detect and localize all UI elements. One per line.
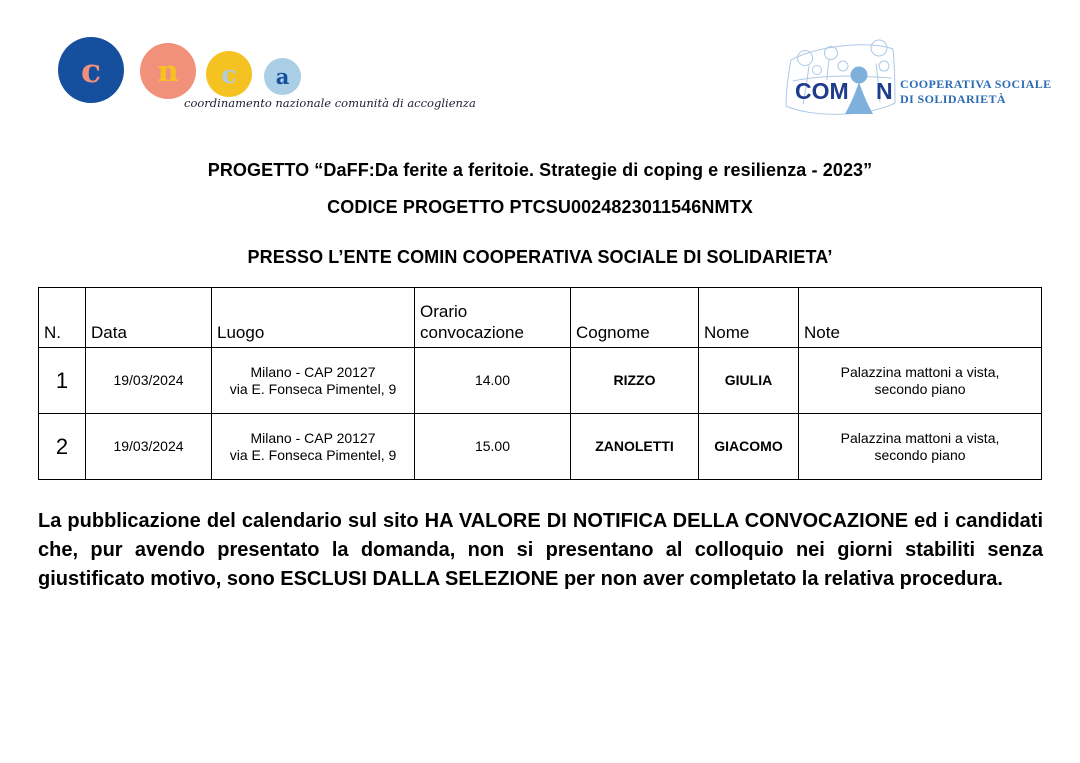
cnca-circle-a-icon (264, 58, 301, 95)
cell-nome: GIACOMO (699, 414, 799, 480)
cell-cognome: RIZZO (571, 348, 699, 414)
cell-luogo-line2: via E. Fonseca Pimentel, 9 (229, 380, 397, 397)
comin-logo (781, 36, 1071, 128)
cnca-letter: n (157, 53, 179, 88)
comin-wordmark-right: N (876, 78, 893, 104)
cnca-circle-c2-icon (206, 51, 252, 97)
comin-mark-icon (781, 36, 901, 124)
cell-note-line1: Palazzina mattoni a vista, (840, 363, 1000, 380)
cell-nome: GIULIA (699, 348, 799, 414)
table-row (39, 414, 1042, 480)
col-header-n: N. (39, 288, 86, 348)
convocation-table (38, 287, 1042, 480)
cnca-letter: a (275, 64, 290, 89)
comin-subtitle-line1: COOPERATIVA SOCIALE (900, 77, 1052, 91)
cnca-circle-c1-icon (58, 37, 124, 103)
cnca-tagline: coordinamento nazionale comunità di accoglienza (184, 96, 476, 110)
cell-cognome: ZANOLETTI (571, 414, 699, 480)
cell-data: 19/03/2024 (86, 348, 212, 414)
cell-luogo-line2: via E. Fonseca Pimentel, 9 (229, 446, 397, 463)
project-title: PROGETTO “DaFF:Da ferite a feritoie. Strategie di coping e resilienza - 2023” (207, 160, 873, 180)
cell-luogo-line1: Milano - CAP 20127 (250, 363, 376, 380)
cnca-circle-n-icon (140, 43, 196, 99)
col-header-orario: Orario convocazione (415, 288, 571, 348)
col-header-note: Note (799, 288, 1042, 348)
cell-luogo (212, 414, 415, 480)
col-header-nome: Nome (699, 288, 799, 348)
cnca-logo (58, 37, 476, 115)
table-header-row (39, 288, 1042, 348)
cnca-letter: c (80, 50, 102, 90)
comin-wordmark-left: COM (795, 78, 849, 104)
cell-note (799, 348, 1042, 414)
cell-n: 2 (39, 414, 86, 480)
cell-n: 1 (39, 348, 86, 414)
host-entity-title: PRESSO L’ENTE COMIN COOPERATIVA SOCIALE DI SOLIDARIETA’ (247, 247, 833, 267)
cell-note-line1: Palazzina mattoni a vista, (840, 429, 1000, 446)
cell-orario: 14.00 (415, 348, 571, 414)
project-code: CODICE PROGETTO PTCSU0024823011546NMTX (327, 197, 753, 217)
col-header-data: Data (86, 288, 212, 348)
cell-note-line2: secondo piano (874, 380, 966, 397)
col-header-luogo: Luogo (212, 288, 415, 348)
cell-orario: 15.00 (415, 414, 571, 480)
comin-person-icon (845, 67, 873, 115)
cell-note-line2: secondo piano (874, 446, 966, 463)
table-row (39, 348, 1042, 414)
comin-subtitle-line2: DI SOLIDARIETÀ (900, 92, 1006, 106)
cell-data: 19/03/2024 (86, 414, 212, 480)
col-header-cognome: Cognome (571, 288, 699, 348)
cell-note (799, 414, 1042, 480)
notice-paragraph: La pubblicazione del calendario sul sito HA VALORE DI NOTIFICA DELLA CONVOCAZIONE ed i candidati che, pur avendo presentato la domanda, non si presentano al colloquio nei giorni stabiliti senza giustificato motivo, sono ESCLUSI DALLA SELEZIONE per non aver completato la relativa procedura. (38, 510, 1043, 590)
cell-luogo (212, 348, 415, 414)
comin-subtitle (900, 77, 1052, 107)
cnca-letter: c (221, 59, 237, 89)
cell-luogo-line1: Milano - CAP 20127 (250, 429, 376, 446)
